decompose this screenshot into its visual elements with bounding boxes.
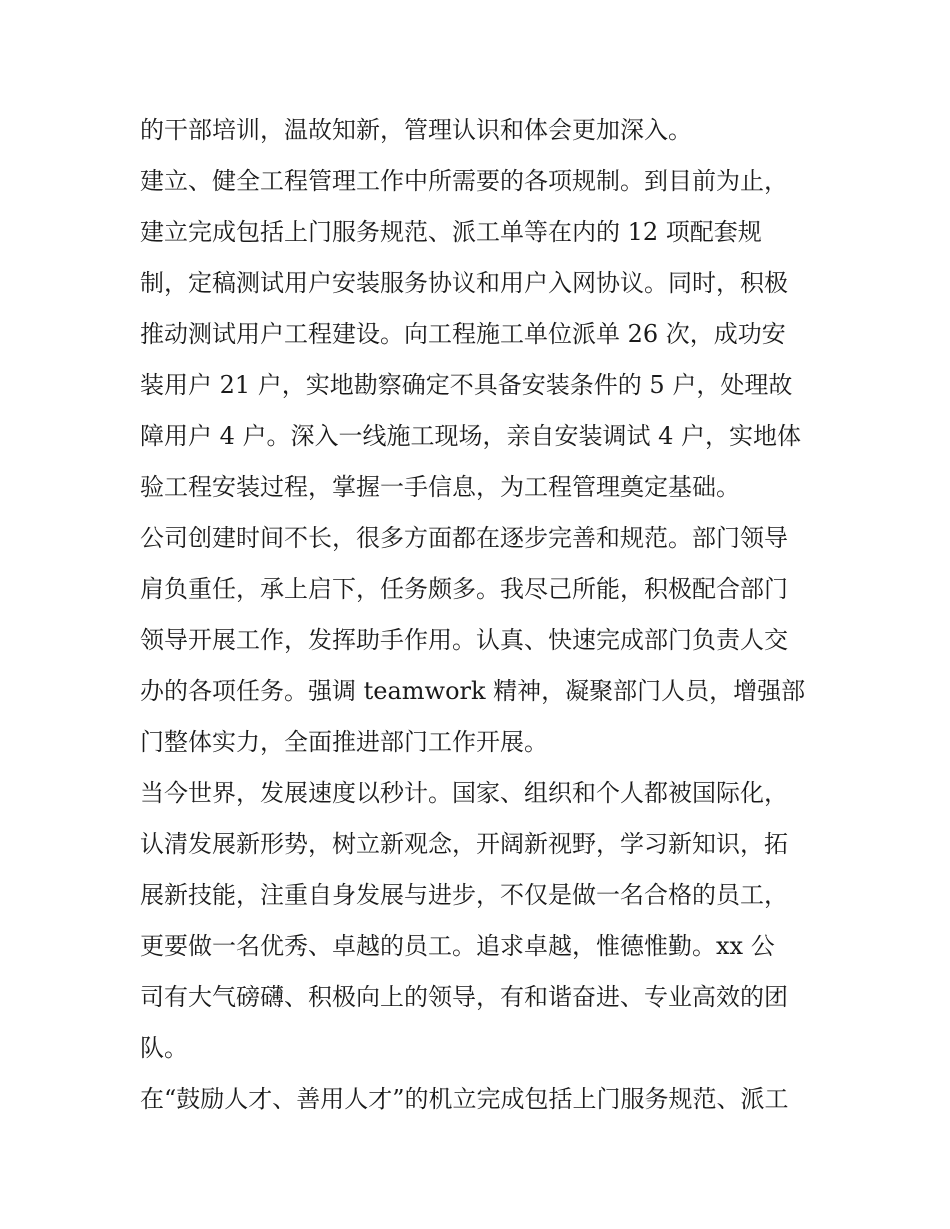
text-line: 办的各项任务。强调 teamwork 精神，凝聚部门人员，增强部 — [140, 677, 806, 705]
text-line: 展新技能，注重自身发展与进步，不仅是做一名合格的员工， — [140, 881, 788, 909]
text-line: 制，定稿测试用户安装服务协议和用户入网协议。同时，积极 — [140, 269, 788, 297]
text-line: 在“鼓励人才、善用人才”的机立完成包括上门服务规范、派工 — [140, 1085, 789, 1113]
text-line: 更要做一名优秀、卓越的员工。追求卓越，惟德惟勤。xx 公 — [140, 932, 775, 960]
text-line: 建立、健全工程管理工作中所需要的各项规制。到目前为止， — [140, 167, 788, 195]
text-line: 的干部培训，温故知新，管理认识和体会更加深入。 — [140, 116, 692, 144]
text-line: 障用户 4 户。深入一线施工现场，亲自安装调试 4 户，实地体 — [140, 422, 802, 450]
text-line: 验工程安装过程，掌握一手信息，为工程管理奠定基础。 — [140, 473, 740, 501]
text-line: 队。 — [140, 1034, 188, 1062]
text-line: 门整体实力，全面推进部门工作开展。 — [140, 728, 548, 756]
text-line: 装用户 21 户，实地勘察确定不具备安装条件的 5 户，处理故 — [140, 371, 793, 399]
text-line: 建立完成包括上门服务规范、派工单等在内的 12 项配套规 — [140, 218, 762, 246]
text-line: 肩负重任，承上启下，任务颇多。我尽己所能，积极配合部门 — [140, 575, 788, 603]
text-line: 当今世界，发展速度以秒计。国家、组织和个人都被国际化， — [140, 779, 788, 807]
text-line: 司有大气磅礴、积极向上的领导，有和谐奋进、专业高效的团 — [140, 983, 788, 1011]
document-body — [140, 105, 820, 1125]
text-line: 推动测试用户工程建设。向工程施工单位派单 26 次，成功安 — [140, 320, 786, 348]
text-line: 公司创建时间不长，很多方面都在逐步完善和规范。部门领导 — [140, 524, 788, 552]
text-line: 认清发展新形势，树立新观念，开阔新视野，学习新知识，拓 — [140, 830, 788, 858]
text-line: 领导开展工作，发挥助手作用。认真、快速完成部门负责人交 — [140, 626, 788, 654]
